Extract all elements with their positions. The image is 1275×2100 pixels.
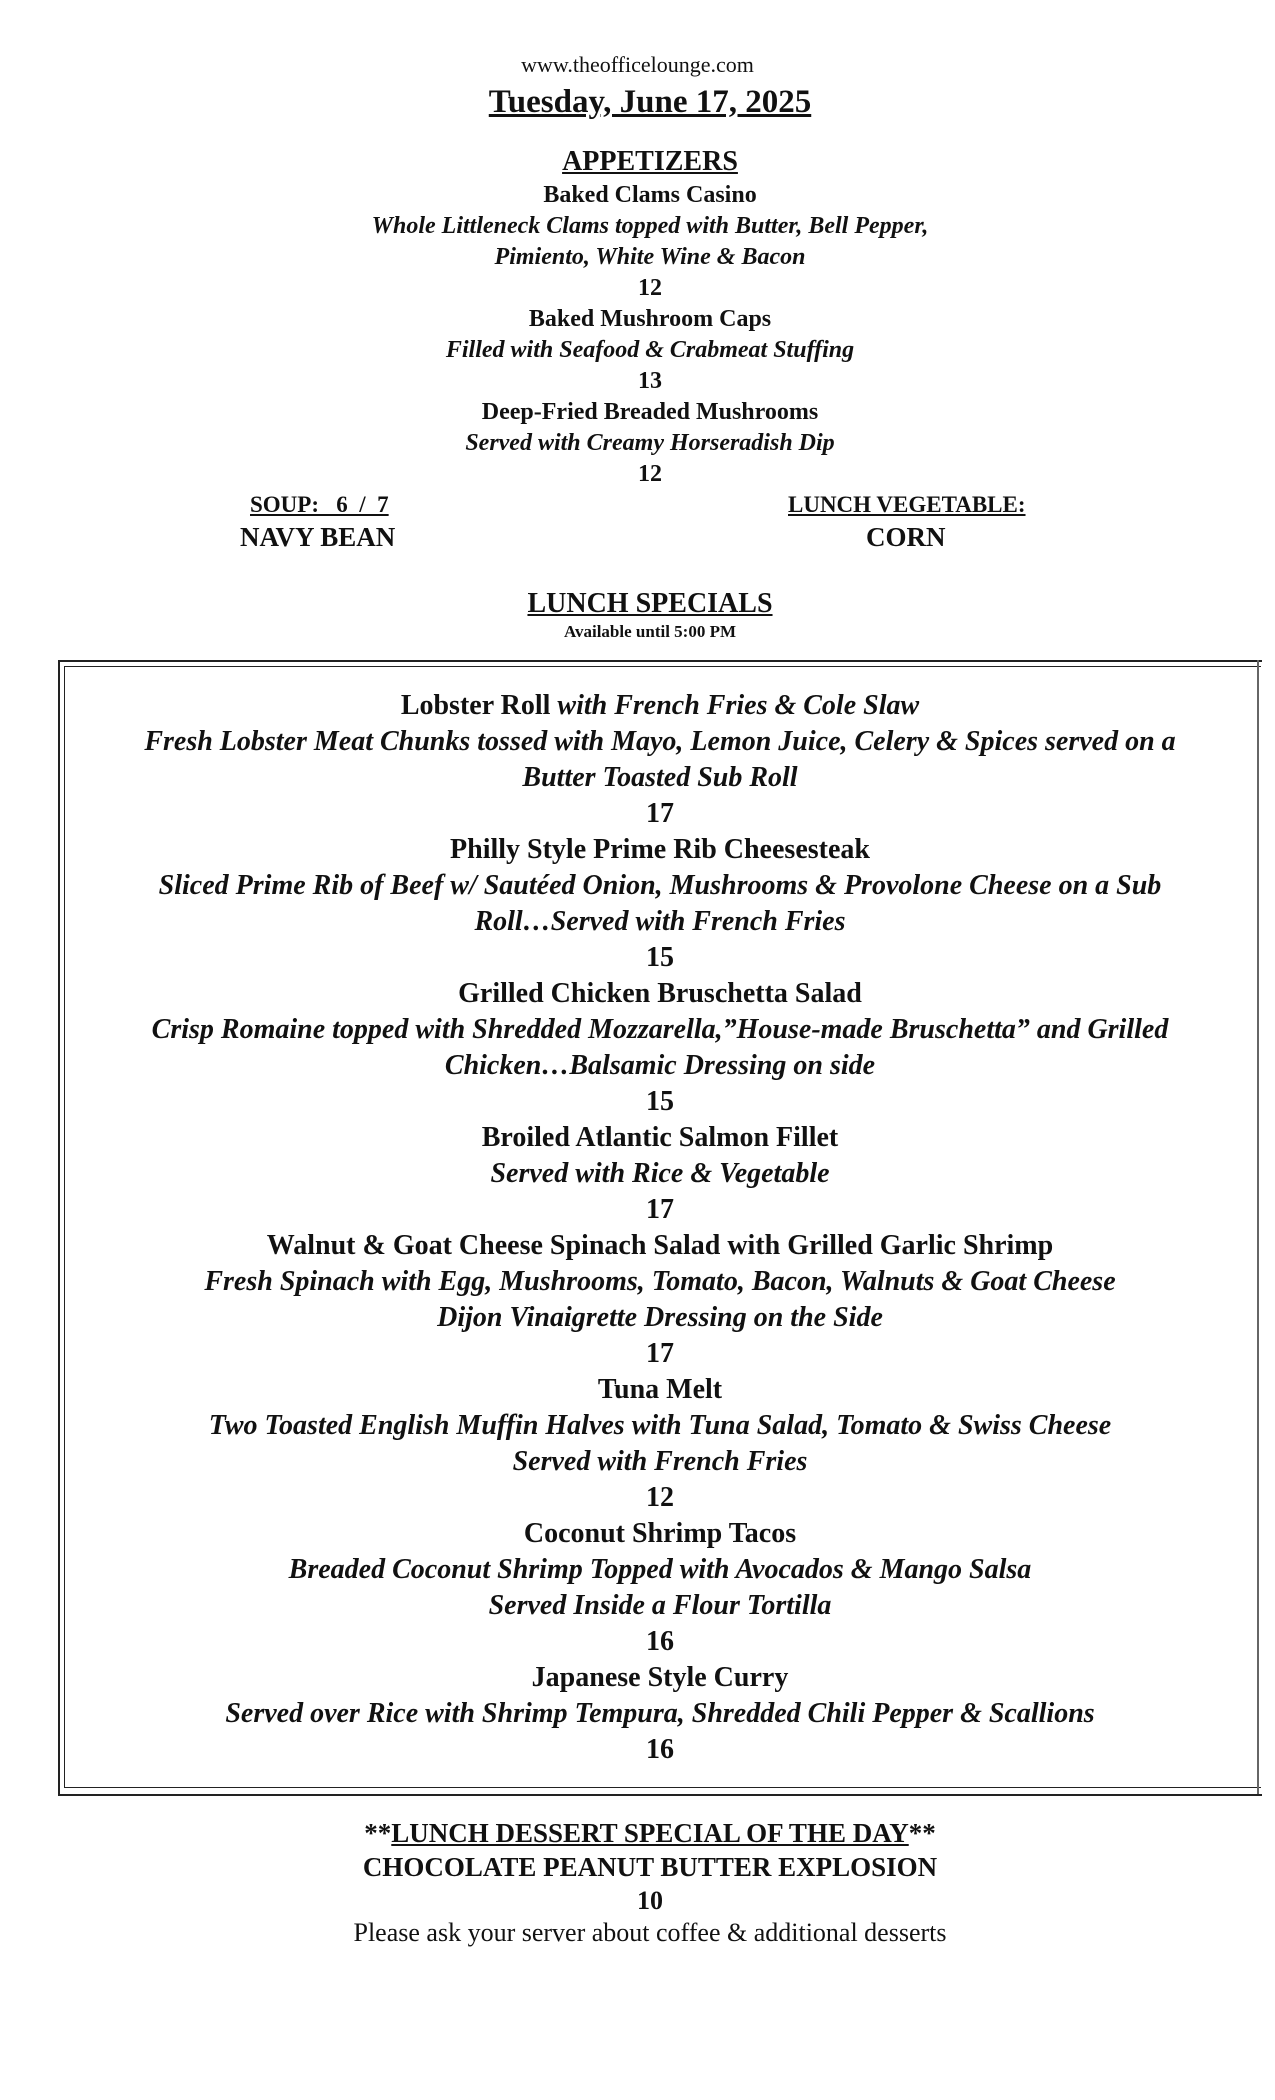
special-item [70,832,1250,976]
appetizer-description: Filled with Seafood & Crabmeat Stuffing [445,337,855,363]
special-item [70,1372,1250,1516]
dessert-price: 10 [637,1886,663,1915]
special-price: 17 [646,798,674,829]
dessert-heading [140,1818,1160,1849]
special-name: Broiled Atlantic Salmon Fillet [481,1122,839,1153]
appetizer-item [140,397,1160,490]
special-name: Walnut & Goat Cheese Spinach Salad with Grilled Garlic Shrimp [266,1230,1054,1261]
special-price: 17 [646,1194,674,1225]
special-name: Tuna Melt [597,1374,723,1405]
special-description: Served with French Fries [512,1446,808,1477]
special-description: Fresh Lobster Meat Chunks tossed with Mayo, Lemon Juice, Celery & Spices served on a [144,726,1176,757]
special-description: Butter Toasted Sub Roll [522,762,798,793]
special-price: 16 [646,1626,674,1657]
special-description: Fresh Spinach with Egg, Mushrooms, Tomato, Bacon, Walnuts & Goat Cheese [204,1266,1116,1297]
lunch-specials-heading: LUNCH SPECIALS [527,588,773,619]
special-name-suffix: with French Fries & Cole Slaw [557,690,920,721]
special-item [70,1228,1250,1372]
appetizer-price: 12 [638,461,662,487]
appetizer-item [140,304,1160,397]
special-name: Philly Style Prime Rib Cheesesteak [450,834,870,865]
dessert-heading-prefix: ** [364,1818,392,1848]
menu-date: Tuesday, June 17, 2025 [488,84,812,120]
special-item [70,976,1250,1120]
special-description: Dijon Vinaigrette Dressing on the Side [437,1302,883,1333]
special-description: Chicken…Balsamic Dressing on side [444,1050,876,1081]
special-description: Served with Rice & Vegetable [490,1158,830,1189]
special-name: Coconut Shrimp Tacos [523,1518,797,1549]
vegetable-label: LUNCH VEGETABLE: [788,492,1026,517]
appetizer-description: Pimiento, White Wine & Bacon [494,244,806,270]
website-url[interactable]: www.theofficelounge.com [521,52,754,77]
special-item [70,1660,1250,1768]
special-description: Served over Rice with Shrimp Tempura, Shredded Chili Pepper & Scallions [225,1698,1095,1729]
special-price: 17 [646,1338,674,1369]
soup-label: SOUP: 6 / 7 [250,492,389,517]
appetizer-price: 13 [638,368,662,394]
appetizers-list [140,180,1160,490]
appetizer-name: Deep-Fried Breaded Mushrooms [481,399,819,425]
soup-value: NAVY BEAN [240,522,396,552]
special-description: Roll…Served with French Fries [474,906,846,937]
special-description: Sliced Prime Rib of Beef w/ Sautéed Onion, Mushrooms & Provolone Cheese on a Sub [158,870,1162,901]
special-price: 12 [646,1482,674,1513]
lunch-specials-availability: Available until 5:00 PM [563,622,737,641]
appetizer-item [140,180,1160,304]
special-item [70,1516,1250,1660]
special-description: Crisp Romaine topped with Shredded Mozzarella,”House-made Bruschetta” and Grilled [151,1014,1169,1045]
special-item [70,688,1250,832]
footer-note: Please ask your server about coffee & additional desserts [353,1918,947,1947]
vegetable-value: CORN [866,522,946,552]
special-price: 15 [646,1086,674,1117]
appetizer-name: Baked Clams Casino [543,182,757,208]
special-price: 16 [646,1734,674,1765]
appetizer-price: 12 [638,275,662,301]
special-description: Two Toasted English Muffin Halves with Tuna Salad, Tomato & Swiss Cheese [208,1410,1112,1441]
special-price: 15 [646,942,674,973]
lunch-specials-list [70,688,1250,1768]
appetizer-name: Baked Mushroom Caps [528,306,772,332]
special-name: Lobster Roll [400,690,551,721]
special-description: Served Inside a Flour Tortilla [488,1590,832,1621]
dessert-heading-text: LUNCH DESSERT SPECIAL OF THE DAY [391,1818,909,1848]
special-name: Grilled Chicken Bruschetta Salad [458,978,862,1009]
appetizer-description: Whole Littleneck Clams topped with Butter, Bell Pepper, [371,213,929,239]
special-item [70,1120,1250,1228]
dessert-heading-suffix: ** [908,1818,936,1848]
specials-box-right-edge [1257,660,1259,1794]
special-name: Japanese Style Curry [531,1662,789,1693]
appetizer-description: Served with Creamy Horseradish Dip [465,430,835,456]
appetizers-heading: APPETIZERS [562,146,738,177]
dessert-name: CHOCOLATE PEANUT BUTTER EXPLOSION [362,1852,938,1882]
special-description: Breaded Coconut Shrimp Topped with Avocados & Mango Salsa [288,1554,1032,1585]
